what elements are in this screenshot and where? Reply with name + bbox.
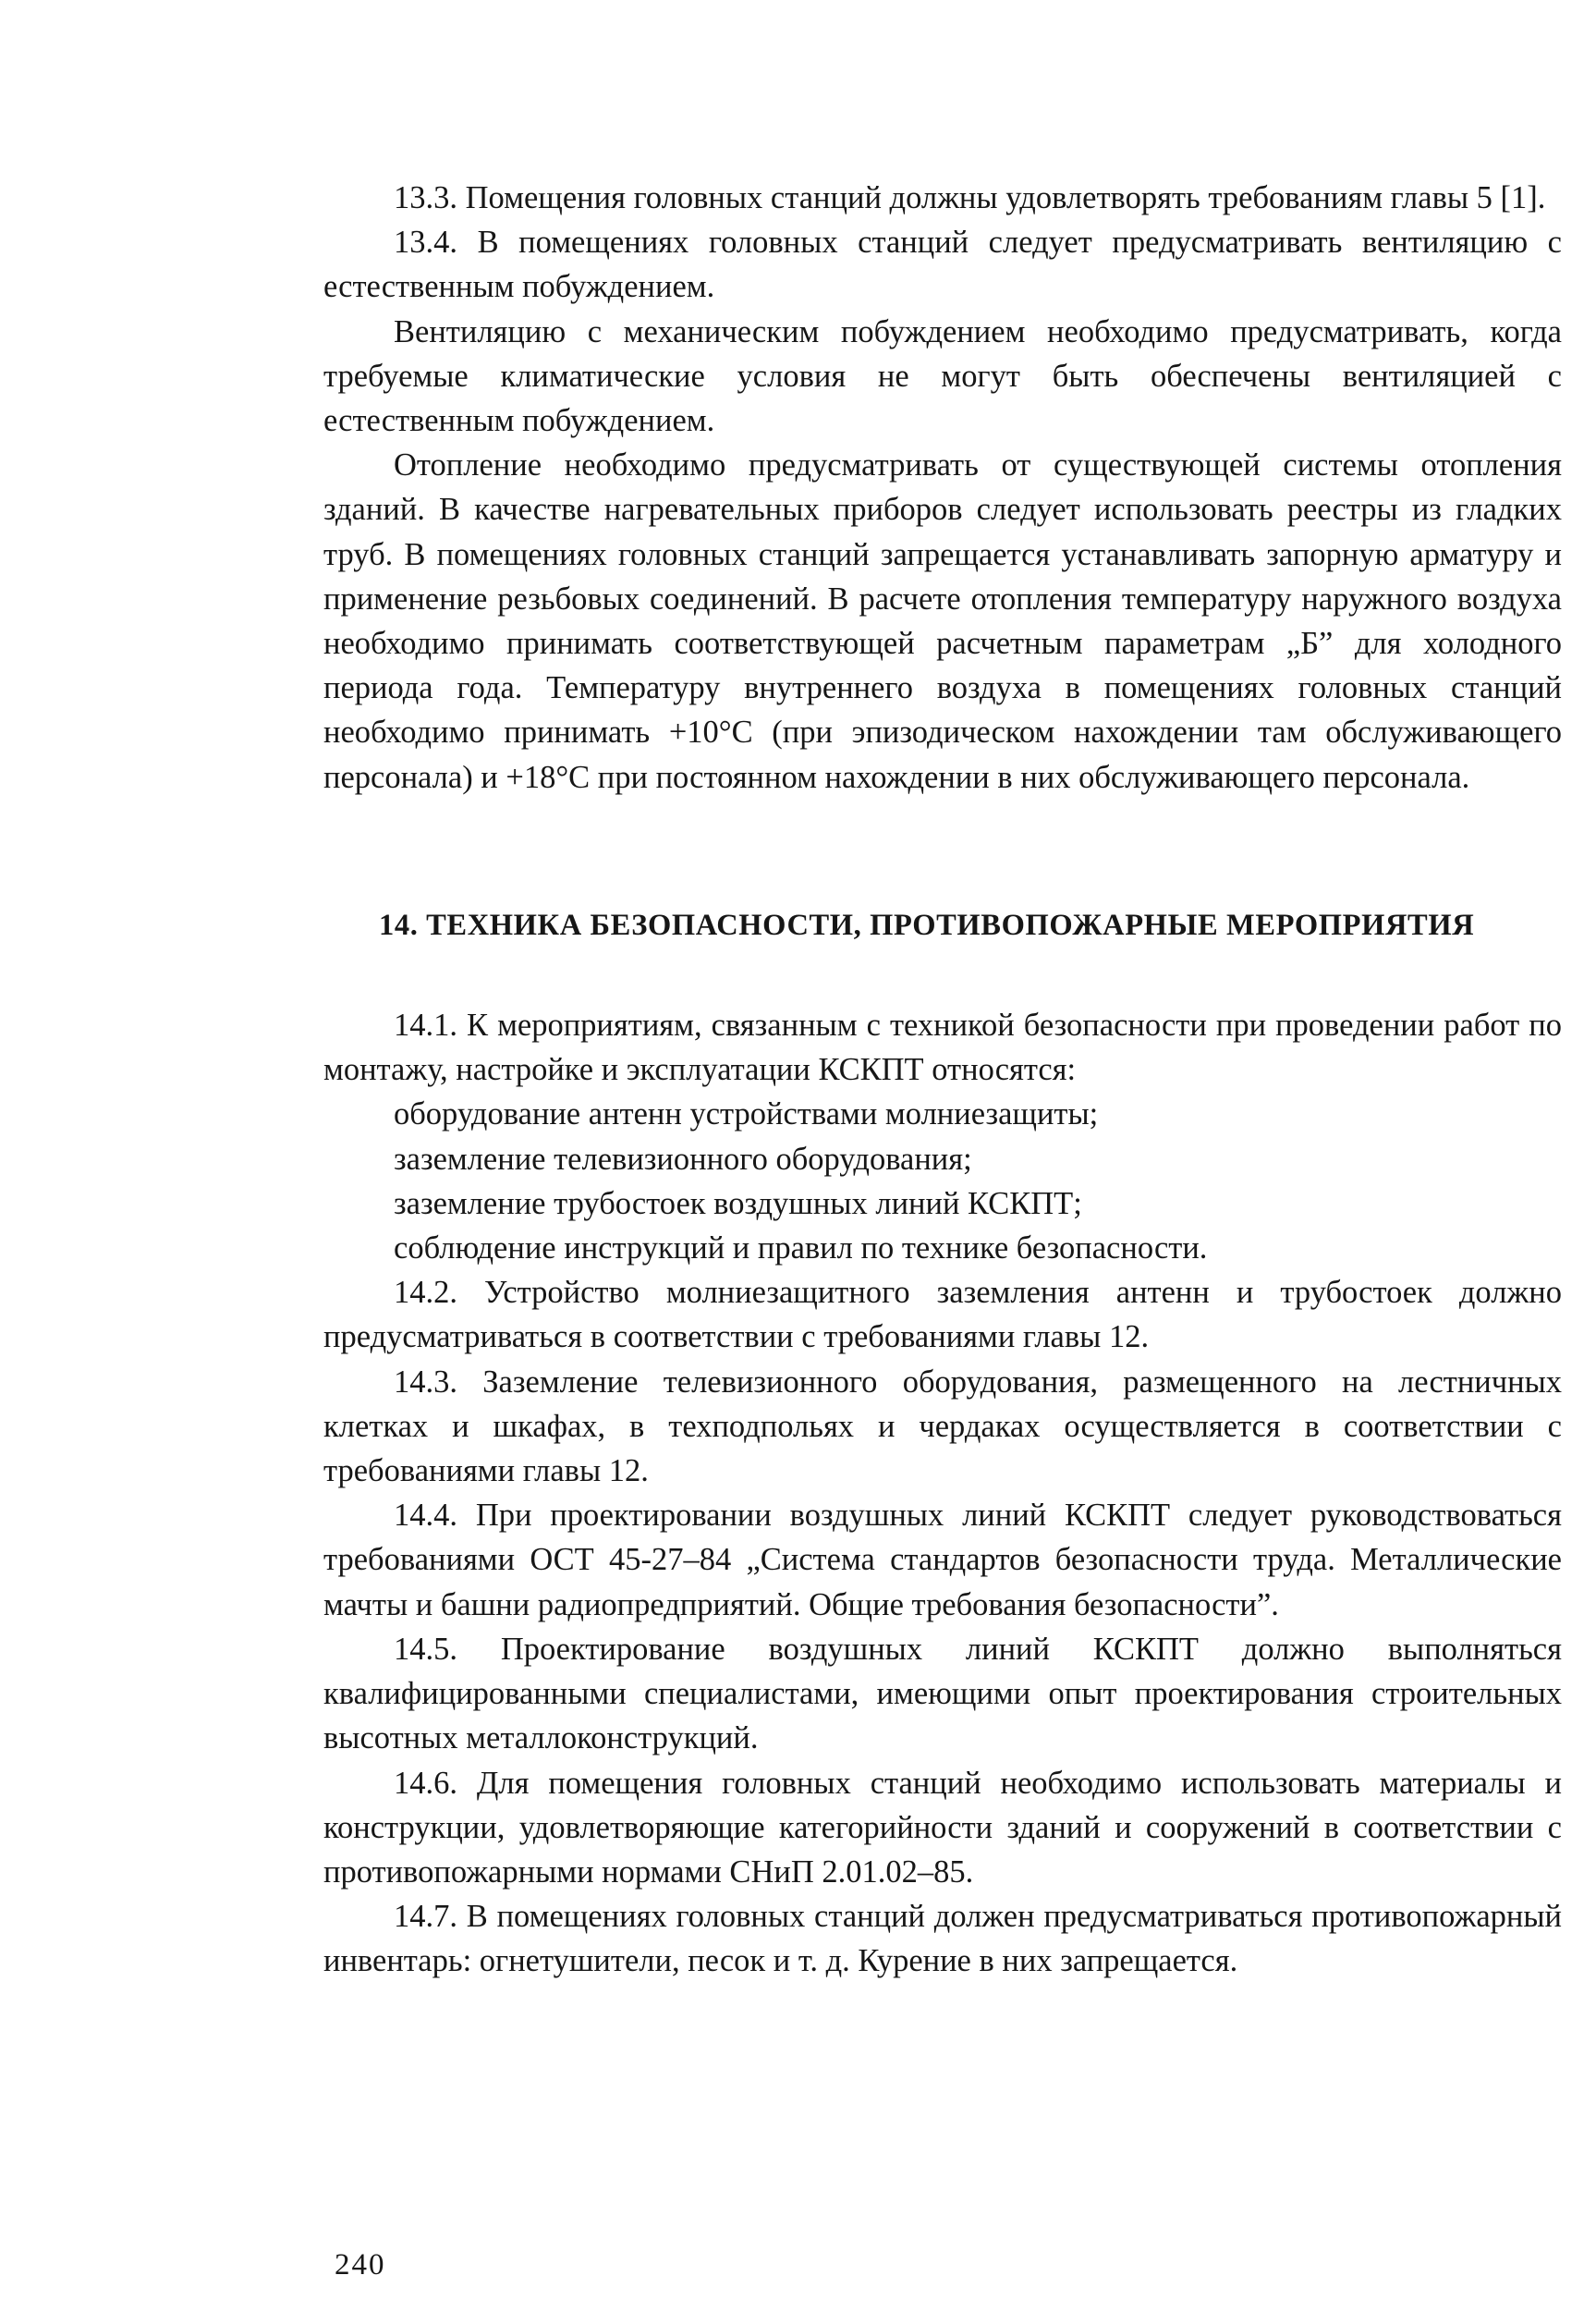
list-item: заземление телевизионного оборудования; (394, 1141, 972, 1177)
section-14-heading: 14. ТЕХНИКА БЕЗОПАСНОСТИ, ПРОТИВОПОЖАРНЫЕ МЕРОПРИЯТИЯ (379, 908, 1475, 942)
paragraph-14-2: 14.2. Устройство молниезащитного заземления антенн и трубостоек должно предусматриваться в соответствии с требованиями главы 12. (323, 1275, 1562, 1355)
paragraph-14-4: 14.4. При проектировании воздушных линий КСКПТ следует руководствоваться требованиями ОСТ 45-27–84 „Система стандартов безопасности труда. Металлические мачты и башни радиопредприятий. Общие требования безопасности”. (323, 1498, 1562, 1622)
paragraph-ventilation-mechanical: Вентиляцию с механическим побуждением необходимо предусматривать, когда требуемые климатические условия не могут быть обеспечены вентиляцией с естественным побуждением. (323, 313, 1562, 439)
page-number: 240 (335, 2248, 386, 2281)
list-item: заземление трубостоек воздушных линий КСКПТ; (394, 1185, 1082, 1221)
list-item: оборудование антенн устройствами молниезащиты; (394, 1096, 1099, 1132)
paragraph-14-7: 14.7. В помещениях головных станций должен предусматриваться противопожарный инвентарь: огнетушители, песок и т. д. Курение в них запрещается. (323, 1899, 1562, 1979)
paragraph-heating: Отопление необходимо предусматривать от существующей системы отопления зданий. В качестве нагревательных приборов следует использовать реестры из гладких труб. В помещениях головных станций запрещается устанавливать запорную арматуру и применение резьбовых соединений. В расчете отопления температуру наружного воздуха необходимо принимать соответствующей расчетным параметрам „Б” для холодного периода года. Температуру внутреннего воздуха в помещениях головных станций необходимо принимать +10°С (при эпизодическом нахождении там обслуживающего персонала) и +18°С при постоянном нахождении в них обслуживающего персонала. (323, 447, 1562, 795)
paragraph-14-5: 14.5. Проектирование воздушных линий КСКПТ должно выполняться квалифицированными специалистами, имеющими опыт проектирования строительных высотных металлоконструкций. (323, 1631, 1562, 1756)
document-page (323, 176, 1562, 1984)
paragraph-14-3: 14.3. Заземление телевизионного оборудования, размещенного на лестничных клетках и шкафах, в техподпольях и чердаках осуществляется в соответствии с требованиями главы 12. (323, 1364, 1562, 1489)
paragraph-14-1: 14.1. К мероприятиям, связанным с техникой безопасности при проведении работ по монтажу, настройке и эксплуатации КСКПТ относятся: (323, 1008, 1562, 1088)
list-item: соблюдение инструкций и правил по технике безопасности. (394, 1230, 1208, 1266)
paragraph-13-3: 13.3. Помещения головных станций должны удовлетворять требованиям главы 5 [1]. (394, 180, 1546, 215)
paragraph-13-4: 13.4. В помещениях головных станций следует предусматривать вентиляцию с естественным побуждением. (323, 225, 1562, 305)
paragraph-14-6: 14.6. Для помещения головных станций необходимо использовать материалы и конструкции, удовлетворяющие категорийности зданий и сооружений в соответствии с противопожарными нормами СНиП 2.01.02–85. (323, 1765, 1562, 1890)
safety-measures-list (323, 1092, 1562, 1270)
